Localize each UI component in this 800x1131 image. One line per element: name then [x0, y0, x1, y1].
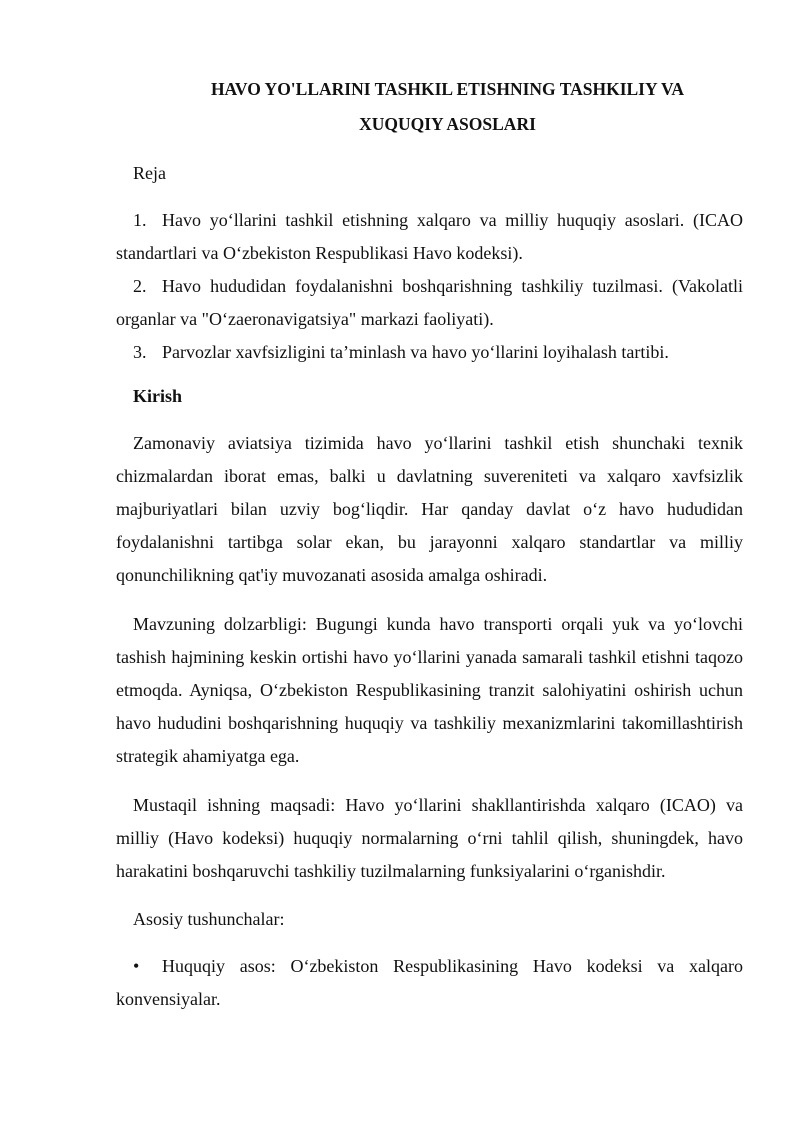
- plan-list: [116, 204, 743, 369]
- relevance-paragraph: Mavzuning dolzarbligi: Bugungi kunda havo transporti orqali yuk va yo‘lovchi tashish hajmining keskin ortishi havo yo‘llarini yanada samarali tashkil etishni taqozo etmoqda. Ayniqsa, O‘zbekiston Respublikasining tranzit salohiyatini oshirish uchun havo hududini boshqarishning huquqiy va tashkiliy mexanizmlarini takomillashtirish strategik ahamiyatga ega.: [116, 614, 743, 766]
- plan-item-number: 3.: [133, 342, 147, 362]
- plan-item-number: 2.: [133, 276, 147, 296]
- bullet-icon: •: [133, 956, 140, 976]
- document-title: [152, 72, 743, 142]
- goal-paragraph: Mustaqil ishning maqsadi: Havo yo‘llarini shakllantirishda xalqaro (ICAO) va milliy (Havo kodeksi) huquqiy normalarning o‘rni tahlil qilish, shuningdek, havo harakatini boshqaruvchi tashkiliy tuzilmalarning funksiyalarini o‘rganishdir.: [116, 795, 743, 881]
- kirish-heading: Kirish: [133, 386, 183, 406]
- concept-item: [116, 950, 743, 1016]
- intro-paragraph: Zamonaviy aviatsiya tizimida havo yo‘llarini tashkil etish shunchaki texnik chizmalardan iborat emas, balki u davlatning suvereniteti va xalqaro xavfsizlik majburiyatlari bilan uzviy bog‘liqdir. Har qanday davlat o‘z havo hududidan foydalanishni tartibga solar ekan, bu jarayonni xalqaro standartlar va milliy qonunchilikning qat'iy muvozanati asosida amalga oshiradi.: [116, 433, 743, 585]
- plan-item-text: Havo yo‘llarini tashkil etishning xalqaro va milliy huquqiy asoslari. (ICAO standartlari va O‘zbekiston Respublikasi Havo kodeksi).: [116, 210, 743, 263]
- concepts-heading: Asosiy tushunchalar:: [133, 909, 285, 929]
- plan-item-text: Parvozlar xavfsizligini ta’minlash va havo yo‘llarini loyihalash tartibi.: [162, 342, 669, 362]
- plan-item: [116, 270, 743, 336]
- title-line-2: XUQUQIY ASOSLARI: [359, 114, 536, 134]
- plan-item: [116, 204, 743, 270]
- plan-item-text: Havo hududidan foydalanishni boshqarishning tashkiliy tuzilmasi. (Vakolatli organlar va "O‘zaeronavigatsiya" markazi faoliyati).: [116, 276, 743, 329]
- concepts-list: [116, 950, 743, 1016]
- concept-item-text: Huquqiy asos: O‘zbekiston Respublikasining Havo kodeksi va xalqaro konvensiyalar.: [116, 956, 743, 1009]
- plan-item-number: 1.: [133, 210, 147, 230]
- document-page: [116, 72, 743, 1016]
- title-line-1: HAVO YO'LLARINI TASHKIL ETISHNING TASHKILIY VA: [210, 79, 685, 99]
- plan-item: [116, 336, 743, 369]
- reja-heading: Reja: [133, 163, 166, 183]
